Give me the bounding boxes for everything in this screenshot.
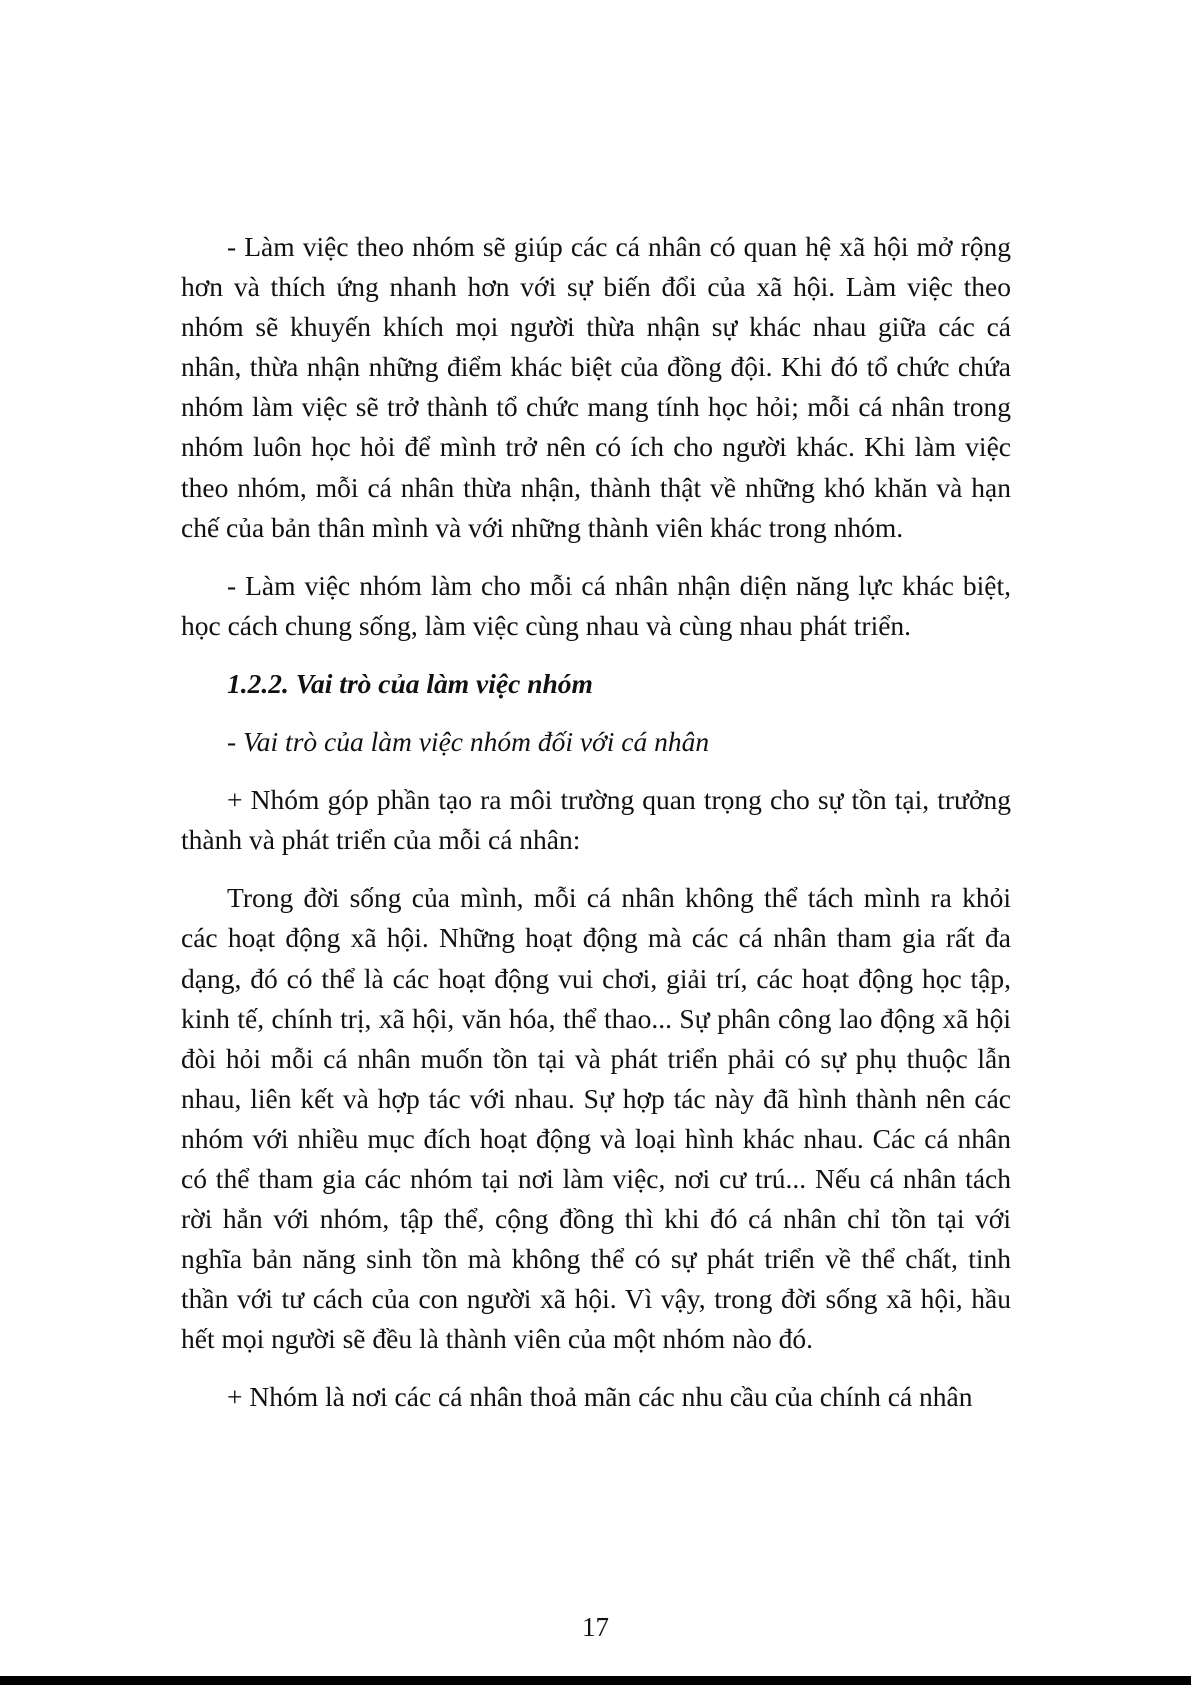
- paragraph-capability: - Làm việc nhóm làm cho mỗi cá nhân nhận diện năng lực khác biệt, học cách chung sống, làm việc cùng nhau và cùng nhau phát triển.: [181, 569, 1011, 641]
- paragraph-social-life: Trong đời sống của mình, mỗi cá nhân không thể tách mình ra khỏi các hoạt động xã hội. Những hoạt động mà các cá nhân tham gia rất đa dạng, đó có thể là các hoạt động vui chơi, giải trí, các hoạt động học tập, kinh tế, chính trị, xã hội, văn hóa, thể thao... Sự phân công lao động xã hội đòi hỏi mỗi cá nhân muốn tồn tại và phát triển phải có sự phụ thuộc lẫn nhau, liên kết và hợp tác với nhau. Sự hợp tác này đã hình thành nên các nhóm với nhiều mục đích hoạt động và loại hình khác nhau. Các cá nhân có thể tham gia các nhóm tại nơi làm việc, nơi cư trú... Nếu cá nhân tách rời hẳn với nhóm, tập thể, cộng đồng thì khi đó cá nhân chỉ tồn tại với nghĩa bản năng sinh tồn mà không thể có sự phát triển về thể chất, tinh thần với tư cách của con người xã hội. Vì vậy, trong đời sống xã hội, hầu hết mọi người sẽ đều là thành viên của một nhóm nào đó.: [181, 882, 1011, 1355]
- section-subheading: - Vai trò của làm việc nhóm đối với cá nhân: [227, 726, 710, 758]
- paragraph-needs: + Nhóm là nơi các cá nhân thoả mãn các nhu cầu của chính cá nhân: [227, 1381, 973, 1413]
- paragraph-environment: + Nhóm góp phần tạo ra môi trường quan trọng cho sự tồn tại, trưởng thành và phát triển của mỗi cá nhân:: [181, 784, 1011, 856]
- paragraph-group-benefits: - Làm việc theo nhóm sẽ giúp các cá nhân có quan hệ xã hội mở rộng hơn và thích ứng nhanh hơn với sự biến đổi của xã hội. Làm việc theo nhóm sẽ khuyến khích mọi người thừa nhận sự khác nhau giữa các cá nhân, thừa nhận những điểm khác biệt của đồng đội. Khi đó tổ chức chứa nhóm làm việc sẽ trở thành tổ chức mang tính học hỏi; mỗi cá nhân trong nhóm luôn học hỏi để mình trở nên có ích cho người khác. Khi làm việc theo nhóm, mỗi cá nhân thừa nhận, thành thật về những khó khăn và hạn chế của bản thân mình và với những thành viên khác trong nhóm.: [181, 231, 1011, 543]
- bottom-border: [0, 1676, 1191, 1685]
- page-number: 17: [582, 1612, 609, 1642]
- page-content: [181, 227, 1011, 1436]
- section-heading: 1.2.2. Vai trò của làm việc nhóm: [227, 667, 593, 699]
